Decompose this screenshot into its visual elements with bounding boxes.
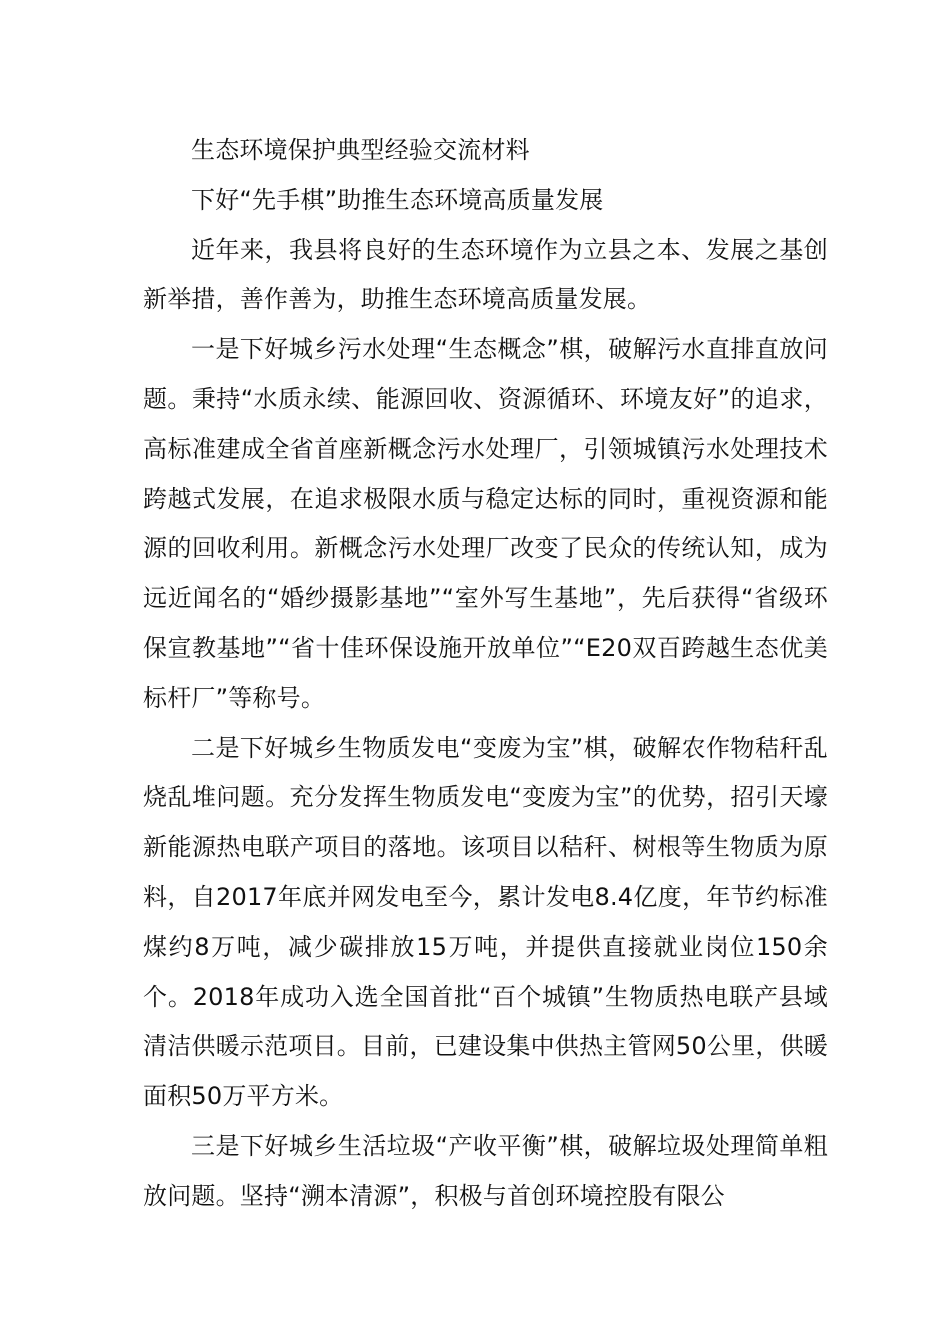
paragraph-intro: 近年来，我县将良好的生态环境作为立县之本、发展之基创新举措，善作善为，助推生态环境高质量发展。 [143,235,828,314]
paragraph-biomass: 二是下好城乡生物质发电“变废为宝”棋，破解农作物秸秆乱烧乱堆问题。充分发挥生物质发电“变废为宝”的优势，招引天壕新能源热电联产项目的落地。该项目以秸秆、树根等生物质为原料，自2017年底并网发电至今，累计发电8.4亿度，年节约标准煤约8万吨，减少碳排放15万吨，并提供直接就业岗位150余个。2018年成功入选全国首批“百个城镇”生物质热电联产县域清洁供暖示范项目。目前，已建设集中供热主管网50公里，供暖面积50万平方米。 [143,733,828,1111]
paragraph-sewage: 一是下好城乡污水处理“生态概念”棋，破解污水直排直放问题。秉持“水质永续、能源回收、资源循环、环境友好”的追求，高标准建成全省首座新概念污水处理厂，引领城镇污水处理技术跨越式发展，在追求极限水质与稳定达标的同时，重视资源和能源的回收利用。新概念污水处理厂改变了民众的传统认知，成为远近闻名的“婚纱摄影基地”“室外写生基地”，先后获得“省级环保宣教基地”“省十佳环保设施开放单位”“E20双百跨越生态优美标杆厂”等称号。 [143,335,828,712]
document-body [143,126,828,1222]
document-title: 生态环境保护典型经验交流材料 [191,136,530,164]
document-subtitle: 下好“先手棋”助推生态环境高质量发展 [191,185,604,214]
paragraph-waste: 三是下好城乡生活垃圾“产收平衡”棋，破解垃圾处理简单粗放问题。坚持“溯本清源”，积极与首创环境控股有限公 [143,1131,828,1210]
